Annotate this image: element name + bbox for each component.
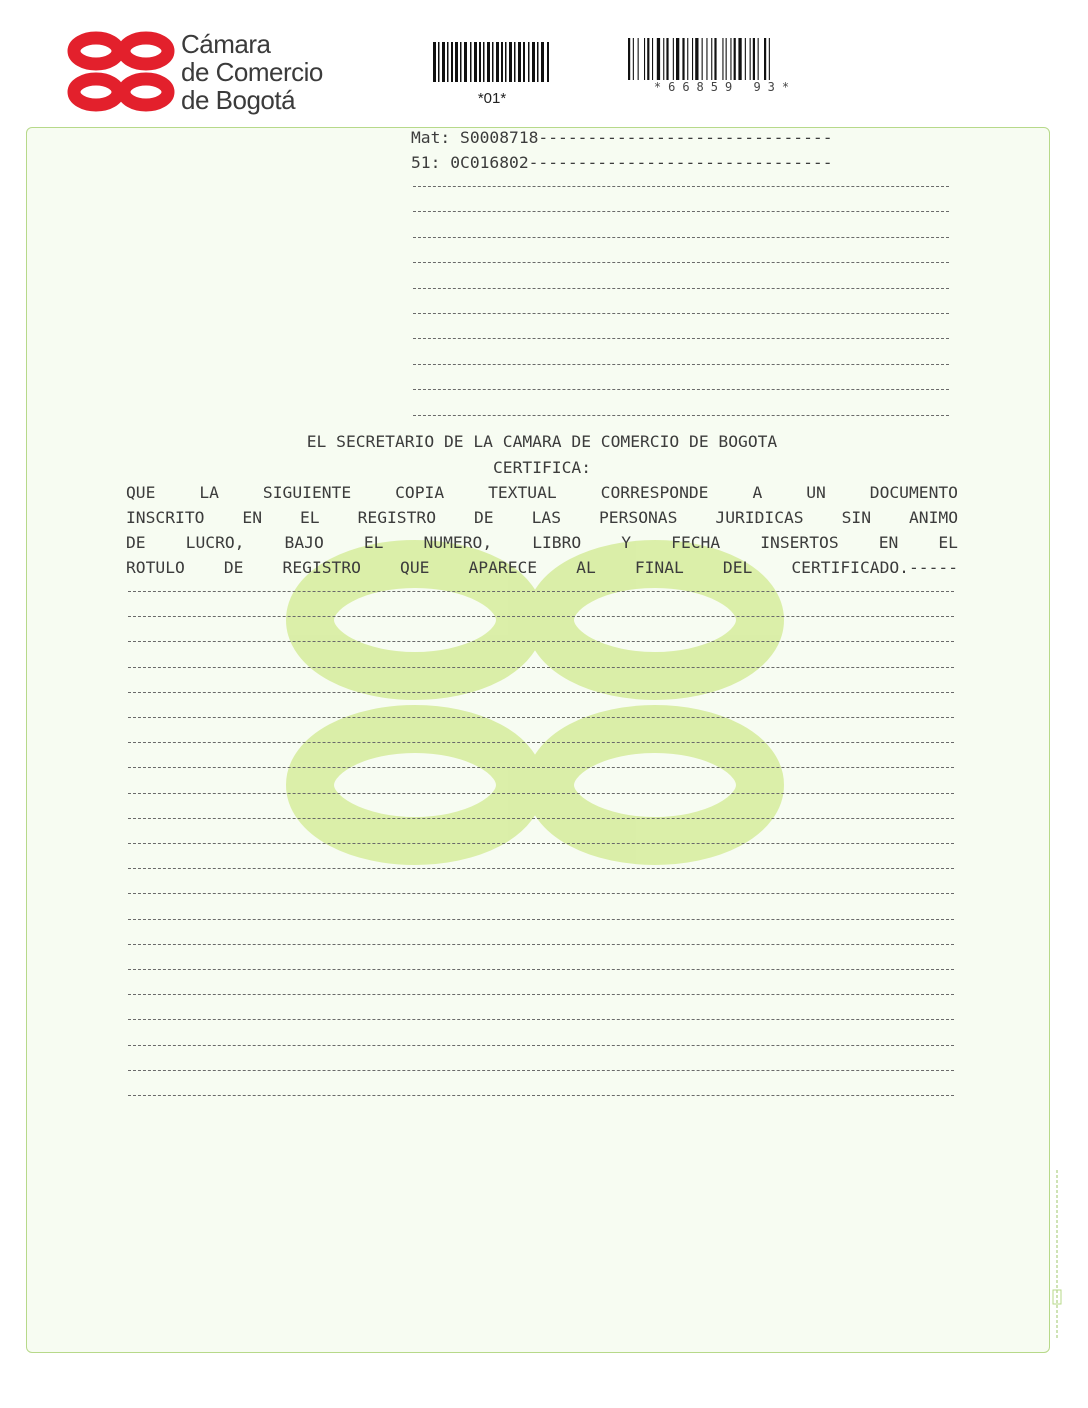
dash-rule (413, 288, 949, 289)
dash-rule (413, 211, 949, 212)
dash-rule (128, 1045, 954, 1046)
dash-rule (413, 262, 949, 263)
logo-line-2: de Comercio (181, 57, 323, 87)
dash-rule (413, 313, 949, 314)
dash-rule (128, 591, 954, 592)
s1-line: 51: 0C016802------------------------------- (411, 153, 833, 172)
dash-rule (128, 742, 954, 743)
side-microtext (1052, 1170, 1062, 1340)
paragraph-line-1: QUE LA SIGUIENTE COPIA TEXTUAL CORRESPONDE A UN DOCUMENTO (126, 483, 958, 502)
dash-rule (128, 641, 954, 642)
dash-rule (128, 692, 954, 693)
dash-rule (128, 868, 954, 869)
paragraph-line-3: DE LUCRO, BAJO EL NUMERO, LIBRO Y FECHA INSERTOS EN EL (126, 533, 958, 552)
dash-rule (128, 1095, 954, 1096)
dash-rule (128, 616, 954, 617)
logo-line-3: de Bogotá (181, 85, 296, 115)
dash-rule (128, 919, 954, 920)
dash-rule (128, 843, 954, 844)
dash-rule (413, 338, 949, 339)
dash-rule (128, 893, 954, 894)
dash-rule (413, 415, 949, 416)
mat-line: Mat: S0008718------------------------------ (411, 128, 833, 147)
dash-rule (128, 944, 954, 945)
dash-rule (128, 994, 954, 995)
paragraph-last-line: ROTULO DE REGISTRO QUE APARECE AL FINAL DEL CERTIFICADO.----- (126, 558, 958, 577)
dash-rule (413, 389, 949, 390)
barcode-1-label: *01* (477, 90, 507, 107)
dash-rule (128, 793, 954, 794)
dash-rule (128, 969, 954, 970)
dash-rule (128, 1019, 954, 1020)
logo-line-1: Cámara (181, 29, 271, 59)
certificate-heading: EL SECRETARIO DE LA CAMARA DE COMERCIO DE BOGOTA (306, 432, 778, 451)
barcode-2-label: *66859 93* (653, 80, 797, 94)
dash-rule (413, 237, 949, 238)
dash-rule (128, 1070, 954, 1071)
dash-rule (128, 818, 954, 819)
dash-rule (128, 767, 954, 768)
dash-rule (128, 667, 954, 668)
certificate-subheading: CERTIFICA: (492, 458, 592, 477)
paragraph-line-2: INSCRITO EN EL REGISTRO DE LAS PERSONAS JURIDICAS SIN ANIMO (126, 508, 958, 527)
dash-rule (413, 186, 949, 187)
dash-rule (128, 717, 954, 718)
dash-rule (413, 364, 949, 365)
